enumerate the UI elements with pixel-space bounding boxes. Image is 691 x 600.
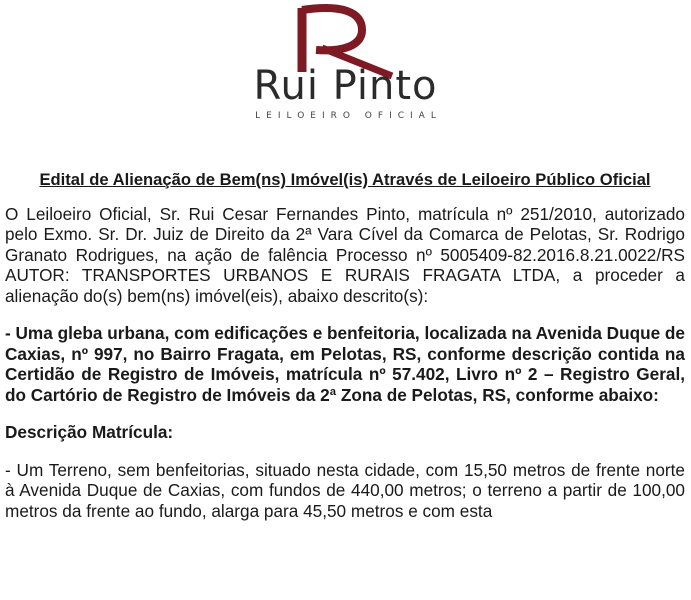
intro-paragraph: O Leiloeiro Oficial, Sr. Rui Cesar Fernandes Pinto, matrícula nº 251/2010, autorizado pelo Exmo. Sr. Dr. Juiz de Direito da 2ª Vara Cível da Comarca de Pelotas, Sr. Rodrigo Granato Rodrigues, na ação de falência Processo nº 5005409-82.2016.8.21.0022/RS AUTOR: TRANSPORTES URBANOS E RURAIS FRAGATA LTDA, a proceder a alienação do(s) bem(ns) imóvel(eis), abaixo descrito(s):: [5, 203, 685, 306]
item-paragraph: - Uma gleba urbana, com edificações e benfeitoria, localizada na Avenida Duque de Caxias, nº 997, no Bairro Fragata, em Pelotas, RS, conforme descrição contida na Certidão de Registro de Imóveis, matrícula nº 57.402, Livro nº 2 – Registro Geral, do Cartório de Registro de Imóveis da 2ª Zona de Pelotas, RS, conforme abaixo:: [5, 323, 685, 405]
document-body: [5, 170, 685, 538]
document-title: Edital de Alienação de Bem(ns) Imóvel(is) Através de Leiloeiro Público Oficial: [39, 170, 651, 189]
section-heading: Descrição Matrícula:: [5, 422, 174, 442]
description-paragraph: - Um Terreno, sem benfeitorias, situado nesta cidade, com 15,50 metros de frente norte à Avenida Duque de Caxias, com fundos de 440,00 metros; o terreno a partir de 100,00 metros da frente ao fundo, alarga para 45,50 metros e com esta: [5, 459, 685, 521]
logo-subtitle: LEILOEIRO OFICIAL: [255, 111, 442, 121]
logo: [0, 0, 691, 130]
logo-name: Rui Pinto: [253, 63, 438, 109]
